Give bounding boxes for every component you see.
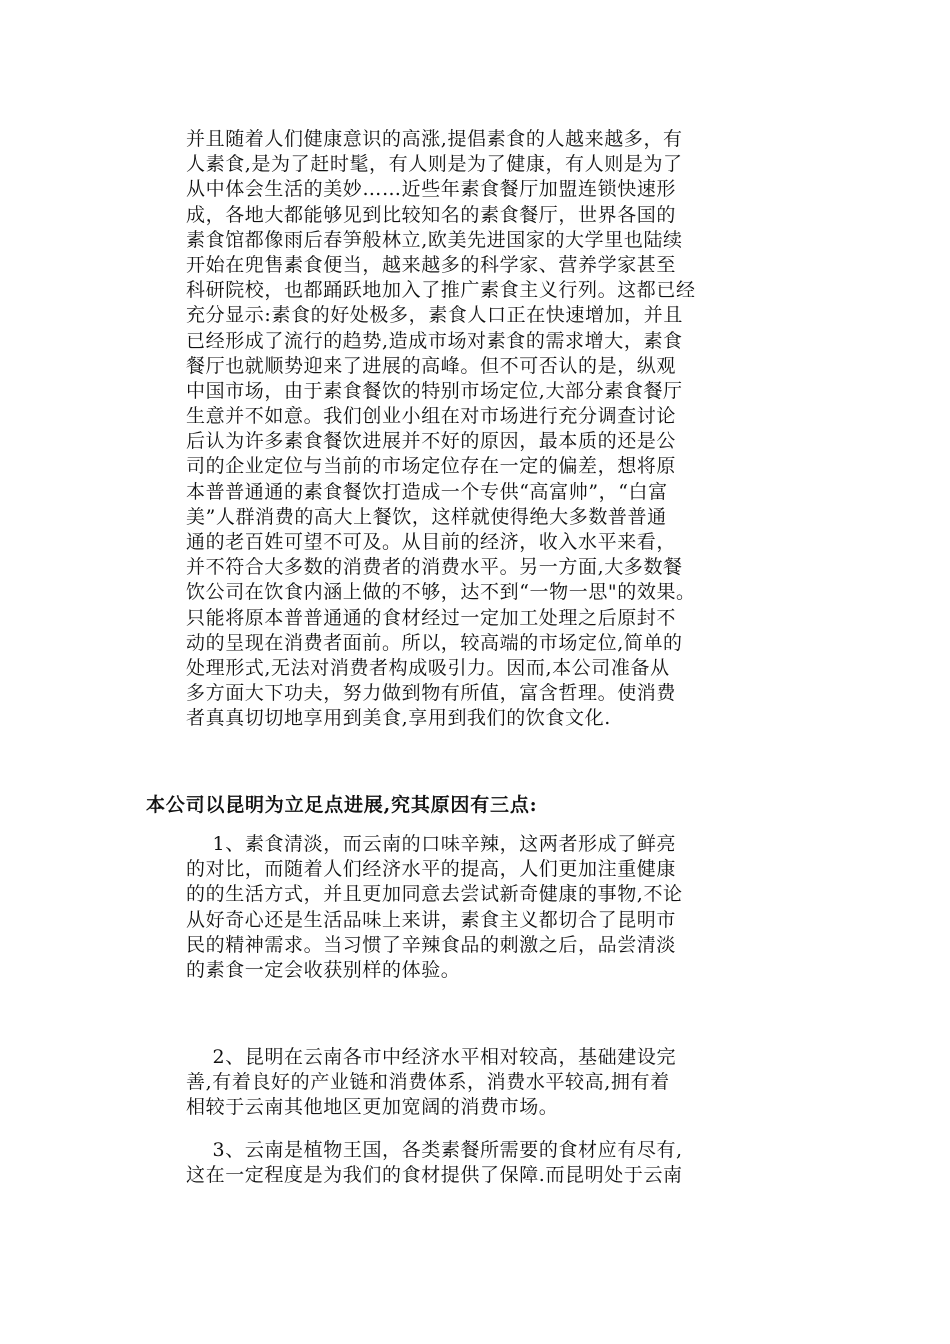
text-line: 只能将原本普普通通的食材经过一定加工处理之后原封不 [186,606,677,629]
text-line: 的素食一定会收获别样的体验。 [186,958,461,981]
text-line: 并且随着人们健康意识的高涨,提倡素食的人越来越多，有 [186,128,683,150]
point-3-paragraph [186,1138,786,1188]
text-line: 1、素食清淡，而云南的口味辛辣，这两者形成了鲜亮 [186,833,677,855]
text-line: 相较于云南其他地区更加宽阔的消费市场。 [186,1096,559,1119]
text-line: 者真真切切地享用到美食,享用到我们的饮食文化. [186,707,611,730]
text-line: 生意并不如意。我们创业小组在对市场进行充分调查讨论 [186,405,677,428]
text-line: 从好奇心还是生活品味上来讲，素食主义都切合了昆明市 [186,908,677,931]
text-line: 饮公司在饮食内涵上做的不够，达不到“一物一思"的效果。 [186,581,696,604]
text-line: 民的精神需求。当习惯了辛辣食品的刺激之后，品尝清淡 [186,933,677,956]
text-line: 司的企业定位与当前的市场定位存在一定的偏差，想将原 [186,455,677,478]
text-line: 素食馆都像雨后春笋般林立,欧美先进国家的大学里也陆续 [186,228,683,251]
text-line: 从中体会生活的美妙……近些年素食餐厅加盟连锁快速形 [186,178,677,201]
text-line: 的的生活方式，并且更加同意去尝试新奇健康的事物,不论 [186,883,683,906]
text-line: 多方面大下功夫，努力做到物有所值，富含哲理。使消费 [186,682,677,705]
point-2-paragraph [186,1045,786,1121]
intro-paragraph [186,127,786,732]
text-line: 动的呈现在消费者面前。所以，较高端的市场定位,简单的 [186,631,683,654]
text-line: 3、云南是植物王国，各类素餐所需要的食材应有尽有, [186,1139,683,1161]
text-line: 通的老百姓可望不可及。从目前的经济，收入水平来看， [186,531,677,553]
text-line: 处理形式,无法对消费者构成吸引力。因而,本公司准备从 [186,656,670,679]
text-line: 后认为许多素食餐饮进展并不好的原因，最本质的还是公 [186,430,677,453]
text-line: 已经形成了流行的趋势,造成市场对素食的需求增大，素食 [186,329,683,352]
text-line: 开始在兜售素食便当，越来越多的科学家、营养学家甚至 [186,253,677,276]
text-line: 科研院校，也都踊跃地加入了推广素食主义行列。这都已经 [186,279,696,302]
text-line: 中国市场，由于素食餐饮的特别市场定位,大部分素食餐厅 [186,379,683,402]
text-line: 2、昆明在云南各市中经济水平相对较高，基础建设完 [186,1046,677,1068]
text-line: 人素食,是为了赶时髦，有人则是为了健康，有人则是为了 [186,153,683,176]
text-line: 善,有着良好的产业链和消费体系，消费水平较高,拥有着 [186,1071,670,1094]
text-line: 并不符合大多数的消费者的消费水平。另一方面,大多数餐 [186,556,683,579]
section-heading: 本公司以昆明为立足点进展,究其原因有三点: [146,794,538,816]
text-line: 成，各地大都能够见到比较知名的素食餐厅，世界各国的 [186,203,677,226]
text-line: 美”人群消费的高大上餐饮，这样就使得绝大多数普普通 [186,505,667,528]
text-line: 本普普通通的素食餐饮打造成一个专供“高富帅”，“白富 [186,480,668,503]
text-line: 餐厅也就顺势迎来了进展的高峰。但不可否认的是，纵观 [186,354,677,377]
text-line: 的对比，而随着人们经济水平的提高，人们更加注重健康 [186,858,677,881]
text-line: 充分显示:素食的好处极多，素食人口正在快速增加，并且 [186,304,684,327]
point-1-paragraph [186,832,786,983]
text-line: 这在一定程度是为我们的食材提供了保障.而昆明处于云南 [186,1164,683,1187]
